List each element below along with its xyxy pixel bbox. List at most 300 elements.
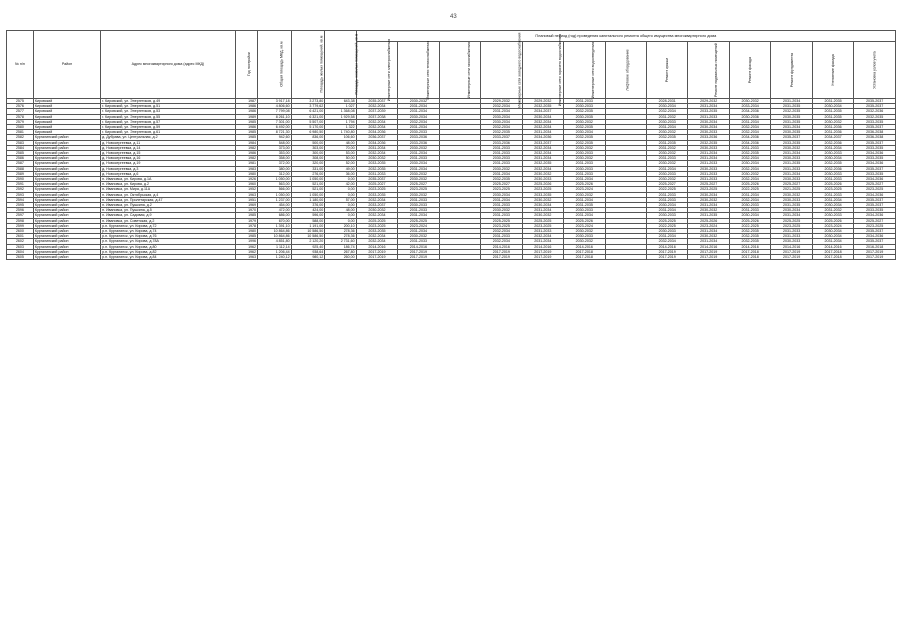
table-cell: 1 794 bbox=[325, 119, 356, 124]
table-cell: 588,00 bbox=[291, 218, 325, 223]
table-cell: 2032-2035 bbox=[729, 239, 770, 244]
table-cell: 2030-2032 bbox=[481, 166, 522, 171]
table-cell: 2031-2033 bbox=[481, 213, 522, 218]
table-cell: 2 731,60 bbox=[325, 239, 356, 244]
table-cell: р.п. Кургалинск, ул. Кирова, д.82 bbox=[101, 249, 236, 254]
table-cell: 372,00 bbox=[258, 161, 292, 166]
table-cell: р.п. Кургалинск, ул. Кирова, д.76 bbox=[101, 234, 236, 239]
table-cell: 2030-2033 bbox=[646, 229, 687, 234]
table-cell: 2032-2034 bbox=[729, 166, 770, 171]
table-cell: 2017-2019 bbox=[522, 249, 563, 254]
table-cell: 2035-2037 bbox=[854, 99, 896, 104]
table-cell: г. Кировский, ул. Энергетиков, д.59 bbox=[101, 125, 236, 130]
table-cell: 2025-2027 bbox=[771, 182, 812, 187]
table-cell: 2031-2033 bbox=[356, 171, 397, 176]
table-cell: 2031-2033 bbox=[729, 145, 770, 150]
table-cell: 2030-2034 bbox=[398, 114, 439, 119]
table-cell: 10 586,50 bbox=[291, 234, 325, 239]
table-cell: 2585 bbox=[7, 151, 34, 156]
table-cell: 2030-2032 bbox=[646, 151, 687, 156]
header-work-0: Инженерные сети электроснабжения bbox=[356, 42, 397, 99]
table-cell: 2030-2034 bbox=[481, 192, 522, 197]
table-cell: 2596 bbox=[7, 208, 34, 213]
table-cell: 2030-2032 bbox=[646, 161, 687, 166]
table-cell: 2032-2034 bbox=[481, 104, 522, 109]
table-cell: 2030-2034 bbox=[771, 208, 812, 213]
table-cell: 2032-2035 bbox=[729, 151, 770, 156]
table-cell: 2030-2034 bbox=[812, 229, 853, 234]
table-cell: 2030-2034 bbox=[564, 130, 605, 135]
table-cell: 2031-2034 bbox=[481, 197, 522, 202]
table-cell: 2023-2025 bbox=[522, 187, 563, 192]
table-cell: 2031-2034 bbox=[688, 229, 729, 234]
table-cell: 2029-2032 bbox=[481, 99, 522, 104]
table-cell: п. Ивановка, ул. Садовая, д.9 bbox=[101, 213, 236, 218]
table-cell: Кургалинский район bbox=[33, 208, 100, 213]
table-cell: 373,00 bbox=[258, 145, 292, 150]
table-cell: 312,00 bbox=[258, 171, 292, 176]
table-cell: 2032-2034 bbox=[522, 151, 563, 156]
table-cell: 1986 bbox=[235, 151, 257, 156]
table-cell: 2033-2035 bbox=[356, 192, 397, 197]
table-cell: Кургалинский район bbox=[33, 140, 100, 145]
table-cell: 2034-2037 bbox=[812, 135, 853, 140]
table-cell: 2031-2034 bbox=[812, 197, 853, 202]
table-cell: Кургалинский район bbox=[33, 218, 100, 223]
table-cell: 643,38 bbox=[325, 99, 356, 104]
table-cell: Кировский bbox=[33, 125, 100, 130]
table-cell: 2016-2018 bbox=[854, 244, 896, 249]
table-cell: 2031-2035 bbox=[771, 119, 812, 124]
table-cell: 2030-2032 bbox=[646, 177, 687, 182]
table-cell: 2030-2033 bbox=[812, 171, 853, 176]
table-cell: 331,00 bbox=[291, 166, 325, 171]
table-cell: Кировский bbox=[33, 114, 100, 119]
table-cell: п. Ивановка, ул. Кирова, д.2 bbox=[101, 182, 236, 187]
table-cell: 2023-2024 bbox=[812, 223, 853, 228]
table-cell: 2031-2036 bbox=[812, 125, 853, 130]
table-cell: 2603 bbox=[7, 244, 34, 249]
table-cell: 2030-2034 bbox=[812, 104, 853, 109]
table-cell: 2031-2034 bbox=[564, 213, 605, 218]
table-cell: 2030-2033 bbox=[564, 104, 605, 109]
table-cell: 2033-2035 bbox=[854, 171, 896, 176]
table-cell: 53,00 bbox=[325, 151, 356, 156]
table-cell: 2030-2032 bbox=[564, 145, 605, 150]
table-cell: 2030-2034 bbox=[398, 161, 439, 166]
table-cell: п. Ивановка, ул. Мира, д.11А bbox=[101, 187, 236, 192]
table-cell: 2032-2034 bbox=[356, 213, 397, 218]
table-cell: 2031-2033 bbox=[688, 161, 729, 166]
table-cell: 308,00 bbox=[291, 156, 325, 161]
table-cell: 2030-2035 bbox=[771, 114, 812, 119]
table-cell: 2586 bbox=[7, 156, 34, 161]
table-cell: д. Новосергеевка, д.16 bbox=[101, 156, 236, 161]
table-cell: 2580 bbox=[7, 125, 34, 130]
table-cell: р.п. Кургалинск, ул. Кирова, д.78А bbox=[101, 239, 236, 244]
table-cell: 2017-2019 bbox=[854, 249, 896, 254]
table-cell: 566,00 bbox=[258, 187, 292, 192]
table-cell: 2017-2018 bbox=[729, 249, 770, 254]
table-cell: 521,00 bbox=[291, 182, 325, 187]
table-cell: 2025-2027 bbox=[481, 182, 522, 187]
table-cell: 300,00 bbox=[291, 151, 325, 156]
table-cell: 2031-2034 bbox=[729, 192, 770, 197]
table-cell: п. Ивановка, ул. Октябрьская, д.4 bbox=[101, 192, 236, 197]
table-cell: 2030-2033 bbox=[564, 151, 605, 156]
table-cell: 2032-2034 bbox=[356, 104, 397, 109]
table-cell: 0,00 bbox=[325, 192, 356, 197]
table-cell: 1 112,14 bbox=[258, 244, 292, 249]
table-cell: 2017-2019 bbox=[646, 255, 687, 260]
table-cell: 2023-2025 bbox=[481, 187, 522, 192]
table-cell: 2014-2016 bbox=[398, 244, 439, 249]
table-cell: 2601 bbox=[7, 234, 34, 239]
header-work-1: Инженерные сети теплоснабжения bbox=[398, 42, 439, 99]
table-cell: 2032-2035 bbox=[564, 125, 605, 130]
table-cell: д. Новосергеевка, д.19 bbox=[101, 161, 236, 166]
table-cell: 2031-2034 bbox=[771, 99, 812, 104]
table-cell: 2023-2025 bbox=[812, 187, 853, 192]
table-cell: 7 799,08 bbox=[258, 109, 292, 114]
table-cell: 2588 bbox=[7, 166, 34, 171]
table-cell: 2599 bbox=[7, 223, 34, 228]
table-cell: 2023-2025 bbox=[522, 223, 563, 228]
table-cell: Кургалинский район bbox=[33, 213, 100, 218]
table-cell: 2014-2016 bbox=[812, 244, 853, 249]
table-cell: 2582 bbox=[7, 135, 34, 140]
table-cell: 1960 bbox=[235, 182, 257, 187]
table-cell: 106,60 bbox=[325, 135, 356, 140]
table-cell: 2032-2035 bbox=[646, 135, 687, 140]
table-cell: 1982 bbox=[235, 156, 257, 161]
table-cell: 2030-2032 bbox=[688, 197, 729, 202]
table-cell: 2033-2036 bbox=[398, 140, 439, 145]
table-cell: 2030-2033 bbox=[688, 145, 729, 150]
table-cell: 548,00 bbox=[258, 140, 292, 145]
table-cell: 2030-2032 bbox=[356, 208, 397, 213]
table-cell: р.п. Кургалинск, ул. Кирова, д.84 bbox=[101, 255, 236, 260]
table-cell: 2031-2034 bbox=[771, 125, 812, 130]
table-cell: р.п. Кургалинск, ул. Кирова, д.74 bbox=[101, 229, 236, 234]
table-cell: 2031-2035 bbox=[688, 213, 729, 218]
table-cell: 2031-2034 bbox=[398, 104, 439, 109]
table-cell: 2030-2032 bbox=[481, 208, 522, 213]
table-cell: д. Новосергеевка, д.6 bbox=[101, 171, 236, 176]
header-work-10: Ремонт фундамента bbox=[771, 42, 812, 99]
table-cell: 2033-2035 bbox=[854, 145, 896, 150]
table-cell: 2031-2032 bbox=[812, 208, 853, 213]
table-cell: 1986 bbox=[235, 109, 257, 114]
table-cell: 2032-2035 bbox=[854, 114, 896, 119]
table-cell: 2032-2035 bbox=[564, 109, 605, 114]
table-cell: 2030-2032 bbox=[771, 145, 812, 150]
header-number: № п/п bbox=[7, 31, 34, 99]
table-cell: 2031-2036 bbox=[812, 130, 853, 135]
table-cell: 2023-2025 bbox=[854, 223, 896, 228]
table-cell: 1963 bbox=[235, 192, 257, 197]
table-cell: п. Ивановка, ул. Пролетарская, д.47 bbox=[101, 197, 236, 202]
table-cell: г. Кировский, ул. Энергетиков, д.49 bbox=[101, 99, 236, 104]
table-cell: 2031-2034 bbox=[356, 145, 397, 150]
table-cell: 2030-2032 bbox=[729, 99, 770, 104]
table-cell: 2025-2026 bbox=[812, 218, 853, 223]
table-cell: п. Ивановка, ул. Пушкина, д.2 bbox=[101, 203, 236, 208]
repair-schedule-sheet bbox=[6, 30, 896, 634]
table-cell: 2025-2027 bbox=[688, 182, 729, 187]
table-cell: 2032-2035 bbox=[481, 177, 522, 182]
table-cell: 836,00 bbox=[291, 135, 325, 140]
table-cell: 2030-2033 bbox=[771, 239, 812, 244]
table-cell: 2031-2034 bbox=[481, 171, 522, 176]
table-cell: 2030-2033 bbox=[398, 130, 439, 135]
table-cell: 2030-2032 bbox=[729, 171, 770, 176]
table-cell: Кургалинский район bbox=[33, 156, 100, 161]
table-cell: 2014-2016 bbox=[688, 244, 729, 249]
table-cell: 2036-2038 bbox=[854, 135, 896, 140]
table-cell: 2031-2034 bbox=[771, 171, 812, 176]
table-cell: 2030-2032 bbox=[688, 208, 729, 213]
table-cell: 2033-2036 bbox=[481, 140, 522, 145]
table-cell: 2032-2035 bbox=[771, 109, 812, 114]
table-cell: 2581 bbox=[7, 130, 34, 135]
table-cell: 2030-2033 bbox=[564, 234, 605, 239]
table-cell: 2030-2033 bbox=[812, 213, 853, 218]
table-cell: 2032-2035 bbox=[522, 104, 563, 109]
table-cell: 2023-2024 bbox=[564, 187, 605, 192]
table-cell: 2017-2018 bbox=[812, 255, 853, 260]
table-cell: п. Ивановка, ул. Кирова, д.1А bbox=[101, 177, 236, 182]
table-cell: 2032-2034 bbox=[522, 145, 563, 150]
table-cell: 2017-2019 bbox=[646, 249, 687, 254]
table-cell: 2032-2034 bbox=[646, 109, 687, 114]
table-cell: 2031-2035 bbox=[812, 109, 853, 114]
table-cell: п. Ивановка, ул. Пушкина, д.5 bbox=[101, 208, 236, 213]
table-cell: 52,00 bbox=[325, 161, 356, 166]
table-cell: 2031-2033 bbox=[688, 171, 729, 176]
table-cell: 2031-2033 bbox=[481, 234, 522, 239]
table-cell: 1952 bbox=[235, 187, 257, 192]
table-cell: 2030-2033 bbox=[564, 208, 605, 213]
table-cell: 48,00 bbox=[325, 208, 356, 213]
table-cell: 1 027 bbox=[325, 104, 356, 109]
table-cell: 2025-2027 bbox=[646, 182, 687, 187]
table-cell: Кургалинский район bbox=[33, 197, 100, 202]
table-cell: 2031-2033 bbox=[481, 203, 522, 208]
table-cell: 938,64 bbox=[291, 249, 325, 254]
table-cell: 2030-2034 bbox=[812, 156, 853, 161]
table-cell: 267,80 bbox=[325, 249, 356, 254]
table-cell: п. Ивановка, ул. Советская, д.2 bbox=[101, 218, 236, 223]
table-cell: 2030-2032 bbox=[564, 119, 605, 124]
table-cell: 2030-2032 bbox=[564, 192, 605, 197]
table-cell: 2032-2035 bbox=[564, 135, 605, 140]
table-cell: 670,00 bbox=[258, 218, 292, 223]
table-cell: 2031-2035 bbox=[812, 99, 853, 104]
table-cell: 1 050,00 bbox=[258, 177, 292, 182]
table-cell: Кировский bbox=[33, 130, 100, 135]
table-cell: 1 050,00 bbox=[258, 192, 292, 197]
table-cell: 2031-2034 bbox=[564, 197, 605, 202]
table-cell: 0,00 bbox=[325, 187, 356, 192]
table-cell: 1970 bbox=[235, 208, 257, 213]
table-cell: 2031-2033 bbox=[398, 239, 439, 244]
table-cell: 1986 bbox=[235, 125, 257, 130]
table-cell: 2031-2034 bbox=[688, 156, 729, 161]
table-cell: 2031-2034 bbox=[812, 239, 853, 244]
table-cell: 2028-2031 bbox=[646, 99, 687, 104]
table-cell: 2035-2037 bbox=[356, 177, 397, 182]
table-cell: 0,00 bbox=[325, 203, 356, 208]
table-cell: Кургалинский район bbox=[33, 223, 100, 228]
table-cell: 2584 bbox=[7, 145, 34, 150]
table-cell: 2030-2035 bbox=[771, 130, 812, 135]
table-cell: 2031-2033 bbox=[688, 114, 729, 119]
table-cell: 2030-2032 bbox=[688, 234, 729, 239]
table-cell: 2034-2036 bbox=[854, 213, 896, 218]
table-cell: 3 273,80 bbox=[291, 99, 325, 104]
table-cell: 2025-2026 bbox=[564, 218, 605, 223]
table-cell: 2030-2032 bbox=[564, 229, 605, 234]
table-cell: 2030-2034 bbox=[688, 192, 729, 197]
table-cell: 2031-2033 bbox=[398, 208, 439, 213]
table-cell: 2 120,20 bbox=[291, 239, 325, 244]
table-cell: 2031-2034 bbox=[688, 104, 729, 109]
table-cell: 2030-2033 bbox=[688, 166, 729, 171]
table-cell: 2023-2025 bbox=[854, 187, 896, 192]
header-district: Район bbox=[33, 31, 100, 99]
table-cell: 49,00 bbox=[325, 166, 356, 171]
table-cell: Кировский bbox=[33, 99, 100, 104]
table-cell: Кировский bbox=[33, 119, 100, 124]
repair-schedule-table bbox=[6, 30, 896, 260]
table-cell: 563,00 bbox=[258, 182, 292, 187]
table-cell: 2031-2034 bbox=[688, 151, 729, 156]
table-cell: 2025-2026 bbox=[729, 218, 770, 223]
table-cell: Кургалинский район bbox=[33, 161, 100, 166]
table-cell: 2021-2025 bbox=[771, 187, 812, 192]
table-cell: 2594 bbox=[7, 197, 34, 202]
table-cell: 2034-2036 bbox=[729, 135, 770, 140]
table-cell: 2032-2035 bbox=[729, 229, 770, 234]
table-cell bbox=[439, 255, 480, 260]
table-cell: Кургалинский район bbox=[33, 135, 100, 140]
table-cell: г. Кировский, ул. Энергетиков, д.53 bbox=[101, 109, 236, 114]
table-cell: 2030-2034 bbox=[646, 203, 687, 208]
table-cell: 2575 bbox=[7, 99, 34, 104]
table-body bbox=[7, 99, 896, 260]
table-cell: 2030-2032 bbox=[564, 156, 605, 161]
table-cell: 2023-2025 bbox=[481, 223, 522, 228]
table-cell: 70,00 bbox=[325, 145, 356, 150]
table-cell: 1962 bbox=[235, 244, 257, 249]
table-cell: 1962 bbox=[235, 249, 257, 254]
table-cell: 2023-2025 bbox=[356, 187, 397, 192]
table-cell: 1 322 bbox=[325, 125, 356, 130]
table-cell: 2034-2036 bbox=[854, 192, 896, 197]
table-cell: 2595 bbox=[7, 203, 34, 208]
table-cell: 2035-2037 bbox=[854, 239, 896, 244]
table-cell: 2031-2033 bbox=[771, 166, 812, 171]
table-cell: 2025-2026 bbox=[812, 182, 853, 187]
table-cell: р.п. Кургалинск, ул. Кирова, д.80 bbox=[101, 244, 236, 249]
table-cell: 5 507,00 bbox=[291, 119, 325, 124]
header-work-3: Инженерные сети холодного водоснабжения bbox=[481, 42, 522, 99]
table-cell: 2576 bbox=[7, 104, 34, 109]
table-cell: 2022-2025 bbox=[646, 223, 687, 228]
table-cell: Кургалинский район bbox=[33, 182, 100, 187]
table-cell: 2583 bbox=[7, 140, 34, 145]
table-cell: 2030-2033 bbox=[481, 156, 522, 161]
table-cell: 2030-2033 bbox=[646, 213, 687, 218]
table-cell: 4 851,80 bbox=[258, 239, 292, 244]
table-cell: 2017-2019 bbox=[688, 249, 729, 254]
table-cell: 2030-2034 bbox=[522, 114, 563, 119]
table-cell: 6 492,00 bbox=[258, 125, 292, 130]
table-cell: 2031-2033 bbox=[812, 192, 853, 197]
table-cell: 2030-2032 bbox=[356, 156, 397, 161]
table-cell: 2035-2037 bbox=[854, 203, 896, 208]
table-cell: 2034-2036 bbox=[854, 151, 896, 156]
table-cell: 278,36 bbox=[325, 229, 356, 234]
table-cell: 2030-2032 bbox=[398, 171, 439, 176]
table-cell: 2030-2033 bbox=[771, 197, 812, 202]
table-cell: 2031-2033 bbox=[481, 145, 522, 150]
table-cell: 2032-2036 bbox=[812, 140, 853, 145]
table-cell: 2035-2037 bbox=[854, 166, 896, 171]
table-cell: 50,00 bbox=[325, 156, 356, 161]
header-work-4: Инженерные сети горячего водоснабжения bbox=[522, 42, 563, 99]
table-cell: 1 206,44 bbox=[258, 249, 292, 254]
table-cell: 2031-2034 bbox=[398, 109, 439, 114]
table-cell: 2030-2033 bbox=[812, 151, 853, 156]
table-cell: д. Новосергеевка, д.14 bbox=[101, 145, 236, 150]
table-cell: 2031-2033 bbox=[564, 99, 605, 104]
table-cell: 2031-2033 bbox=[729, 208, 770, 213]
table-cell: 1982 bbox=[235, 145, 257, 150]
table-cell: 2025-2027 bbox=[356, 182, 397, 187]
table-cell: 4 806,60 bbox=[258, 104, 292, 109]
table-cell: 2589 bbox=[7, 171, 34, 176]
table-cell: 2030-2032 bbox=[646, 130, 687, 135]
table-cell: 2033-2035 bbox=[522, 192, 563, 197]
table-cell: 2030-2032 bbox=[398, 177, 439, 182]
table-cell: 2030-2034 bbox=[688, 119, 729, 124]
table-cell: 2030-2032 bbox=[771, 192, 812, 197]
table-cell: 2033-2037 bbox=[481, 135, 522, 140]
table-cell: 2035-2037 bbox=[854, 197, 896, 202]
table-cell: 2025-2026 bbox=[729, 182, 770, 187]
table-cell: 2033-2036 bbox=[398, 135, 439, 140]
table-cell: 1 180,00 bbox=[291, 197, 325, 202]
table-cell: 2017-2019 bbox=[356, 255, 397, 260]
table-cell: д. Дубрава, ул. Центральная, д.2 bbox=[101, 135, 236, 140]
table-cell: Кургалинский район bbox=[33, 177, 100, 182]
table-cell: 6 980,50 bbox=[291, 130, 325, 135]
table-cell: 2030-2032 bbox=[564, 239, 605, 244]
table-cell: 2031-2034 bbox=[398, 213, 439, 218]
header-group-title: Плановый период (год) проведения капитального ремонта общего имущества многоквартирного дома bbox=[356, 31, 895, 42]
table-cell: 2031-2034 bbox=[729, 119, 770, 124]
table-cell: 1984 bbox=[235, 140, 257, 145]
table-cell: 2017-2018 bbox=[729, 255, 770, 260]
table-cell: 2025-2025 bbox=[646, 218, 687, 223]
table-cell: 2031-2035 bbox=[812, 114, 853, 119]
table-cell: 353,00 bbox=[258, 151, 292, 156]
table-cell: 1983 bbox=[235, 166, 257, 171]
table-cell: 2023-2024 bbox=[564, 223, 605, 228]
table-cell: 1 368,08 bbox=[325, 109, 356, 114]
